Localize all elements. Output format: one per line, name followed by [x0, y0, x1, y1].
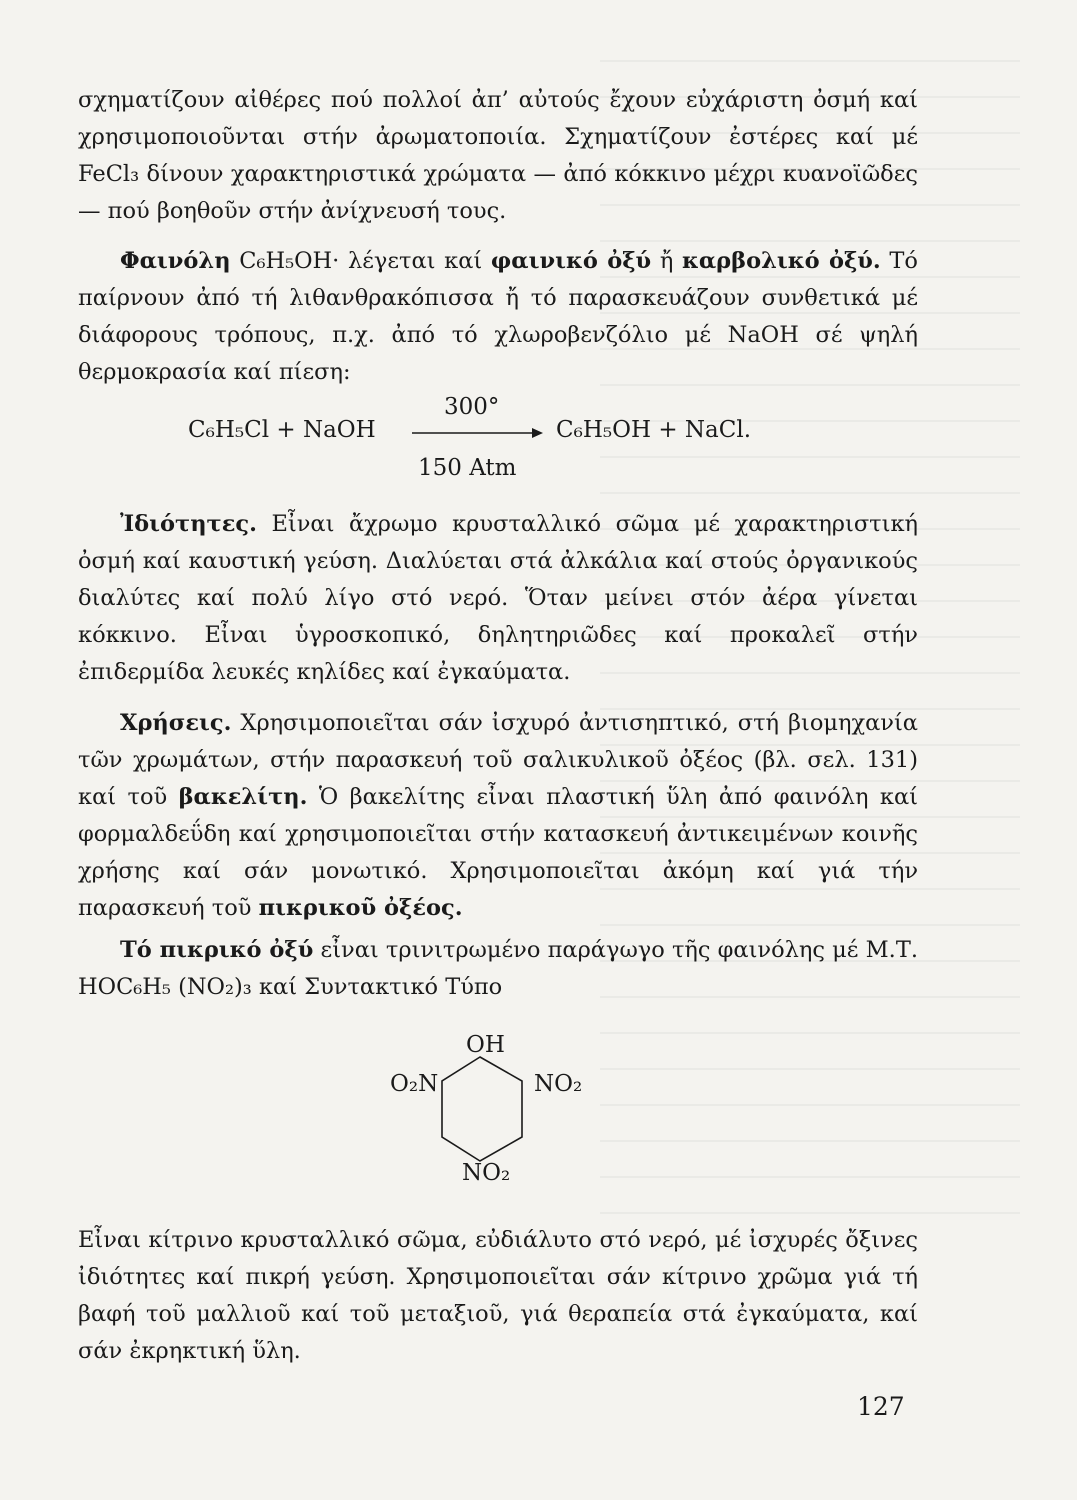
- uses-text-2: Ὁ βακελίτης εἶναι πλαστική ὕλη ἀπό φαινόλη καί φορμαλδεΰδη καί χρησιμοποιεῖται στήν κατασκευή ἀντικειμένων κοινῆς χρήσης καί σάν μονωτικό. Χρησιμοποιεῖται ἀκόμη καί γιά τήν παρασκευή τοῦ: [78, 784, 918, 921]
- picric-acid-term: πικρικοῦ ὀξέος.: [258, 895, 463, 921]
- picric-properties-text: Εἶναι κίτρινο κρυσταλλικό σῶμα, εὐδιάλυτο στό νερό, μέ ἰσχυρές ὄξινες ἰδιότητες καί πικρή γεύση. Χρησιμοποιεῖται σάν κίτρινο χρῶμα γιά τή βαφή τοῦ μαλλιοῦ καί τοῦ μεταξιοῦ, γιά θεραπεία στά ἐγκαύματα, καί σάν ἐκρηκτική ὕλη.: [78, 1227, 918, 1364]
- uses-heading: Χρήσεις.: [120, 710, 232, 736]
- paragraph-ethers: [78, 82, 918, 230]
- equation-reactants: C₆H₅Cl + NaOH: [188, 417, 376, 443]
- hydroxyl-group: OH: [466, 1032, 505, 1058]
- phenol-formula: C₆H₅OH·: [239, 248, 340, 274]
- paragraph-phenol: [78, 243, 918, 391]
- paragraph-picric-properties: [78, 1222, 918, 1370]
- paragraph-ethers-text: σχηματίζουν αἰθέρες πού πολλοί ἀπ’ αὐτούς ἔχουν εὐχάριστη ὀσμή καί χρησιμοποιοῦνται στήν ἀρωματοποιία. Σχηματίζουν ἐστέρες καί μέ FeCl₃ δίνουν χαρακτηριστικά χρώματα — ἀπό κόκκινο μέχρι κυανοϊῶδες — πού βοηθοῦν στήν ἀνίχνευσή τους.: [78, 87, 918, 224]
- nitro-group-bottom: NO₂: [462, 1160, 511, 1186]
- phenic-acid-term: φαινικό ὀξύ: [490, 248, 652, 274]
- equation-pressure: 150 Atm: [418, 455, 517, 481]
- page-number: 127: [857, 1392, 905, 1421]
- benzene-ring-icon: [440, 1055, 540, 1170]
- equation-temperature: 300°: [444, 394, 500, 420]
- paragraph-uses: [78, 705, 918, 927]
- uses-text-1: Χρησιμοποιεῖται σάν ἰσχυρό ἀντισηπτικό, στή βιομηχανία τῶν χρωμάτων, στήν παρασκευή τοῦ σαλικυλικοῦ ὀξέος (βλ. σελ. 131) καί τοῦ: [78, 710, 918, 810]
- phenol-text-or: ἤ: [651, 248, 682, 274]
- properties-heading: Ἰδιότητες.: [120, 511, 257, 537]
- paragraph-properties: [78, 506, 918, 691]
- nitro-group-left: O₂N: [390, 1071, 439, 1097]
- phenol-term: Φαινόλη: [120, 248, 231, 274]
- reaction-arrow-icon: [410, 426, 545, 440]
- nitro-group-right: NO₂: [534, 1071, 583, 1097]
- carbolic-acid-term: καρβολικό ὀξύ.: [681, 248, 881, 274]
- phenol-text-2: Τό παίρνουν ἀπό τή λιθανθρακόπισσα ἤ τό παρασκευάζουν συνθετικά μέ διάφορους τρόπους, π.χ. ἀπό τό χλωροβενζόλιο μέ NaOH σέ ψηλή θερμοκρασία καί πίεση:: [78, 248, 918, 385]
- properties-text: Εἶναι ἄχρωμο κρυσταλλικό σῶμα μέ χαρακτηριστική ὀσμή καί καυστική γεύση. Διαλύεται στά ἀλκάλια καί στούς ὀργανικούς διαλύτες καί πολύ λίγο στό νερό. Ὅταν μείνει στόν ἀέρα γίνεται κόκκινο. Εἶναι ὑγροσκοπικό, δηλητηριῶδες καί προκαλεῖ στήν ἐπιδερμίδα λευκές κηλίδες καί ἐγκαύματα.: [78, 511, 918, 685]
- equation-products: C₆H₅OH + NaCl.: [556, 417, 752, 443]
- picric-acid-text: εἶναι τρινιτρωμένο παράγωγο τῆς φαινόλης μέ Μ.Τ. HOC₆H₅ (NO₂)₃ καί Συντακτικό Τύπο: [78, 937, 918, 1000]
- picric-acid-heading: Τό πικρικό ὀξύ: [120, 937, 314, 963]
- bakelite-term: βακελίτη.: [178, 784, 308, 810]
- phenol-text-1: λέγεται καί: [339, 248, 491, 274]
- paragraph-picric-acid: [78, 932, 918, 1006]
